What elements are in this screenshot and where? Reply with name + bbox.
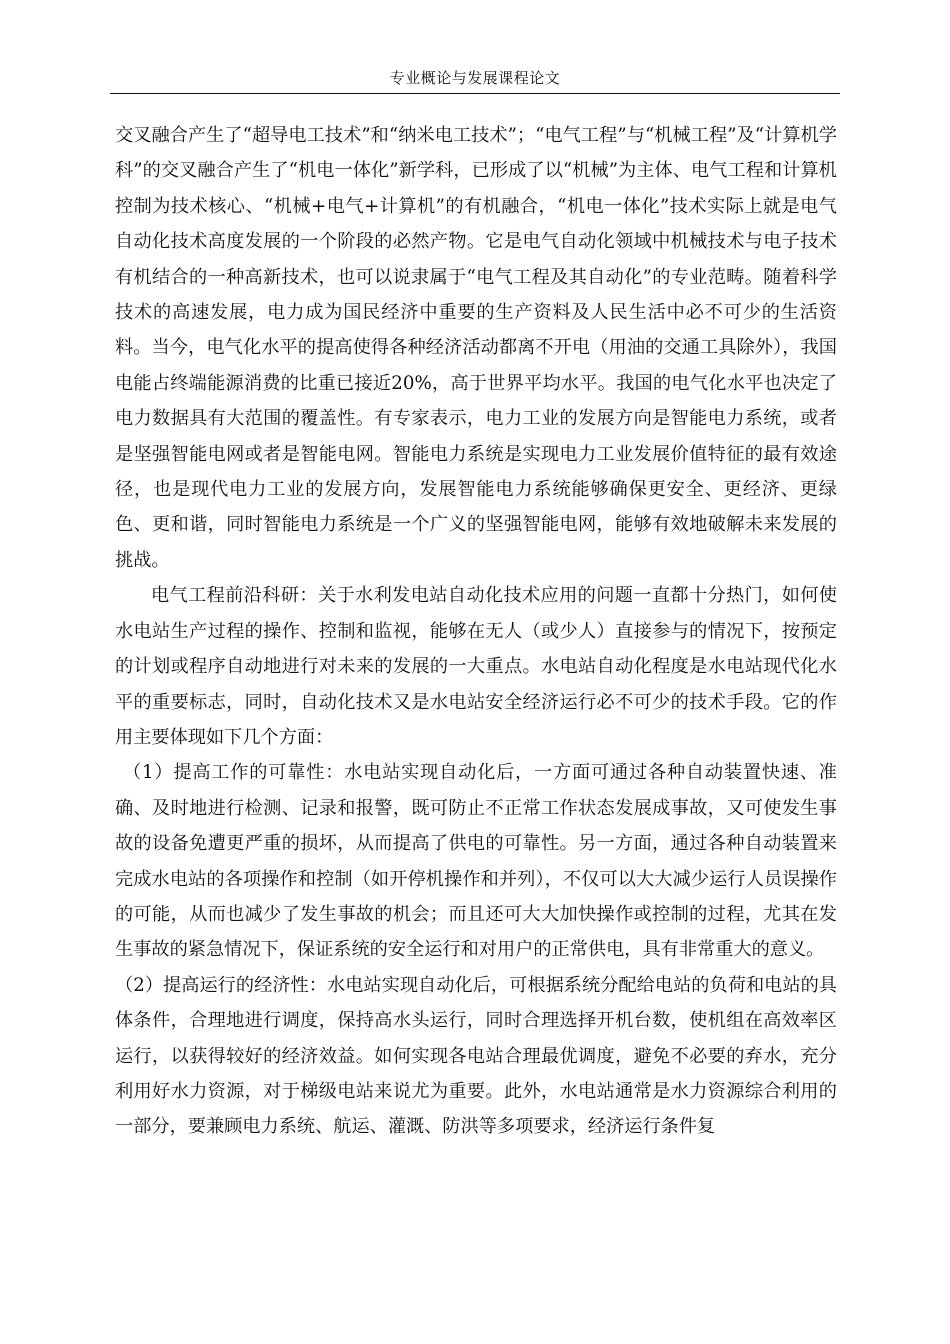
document-body — [115, 118, 837, 1145]
page-header-title: 专业概论与发展课程论文 — [389, 69, 561, 87]
paragraph-reliability: （1）提高工作的可靠性：水电站实现自动化后，一方面可通过各种自动装置快速、准确、及时地进行检测、记录和报警，既可防止不正常工作状态发展成事故，又可使发生事故的设备免遭更严重的损坏，从而提高了供电的可靠性。另一方面，通过各种自动装置来完成水电站的各项操作和控制（如开停机操作和并列），不仅可以大大减少运行人员误操作的可能，从而也减少了发生事故的机会；而且还可大大加快操作或控制的过程，尤其在发生事故的紧急情况下，保证系统的安全运行和对用户的正常供电，具有非常重大的意义。 — [115, 762, 837, 961]
paragraph-economy: （2）提高运行的经济性：水电站实现自动化后，可根据系统分配给电站的负荷和电站的具体条件，合理地进行调度，保持高水头运行，同时合理选择开机台数，使机组在高效率区运行，以获得较好的经济效益。如何实现各电站合理最优调度，避免不必要的弃水，充分利用好水力资源，对于梯级电站来说尤为重要。此外，水电站通常是水力资源综合利用的一部分，要兼顾电力系统、航运、灌溉、防洪等多项要求，经济运行条件复 — [115, 974, 837, 1138]
paragraph-intro: 交叉融合产生了“超导电工技术”和“纳米电工技术”；“电气工程”与“机械工程”及“计算机学科”的交叉融合产生了“机电一体化”新学科，已形成了以“机械”为主体、电气工程和计算机控制为技术核心、“机械+电气+计算机”的有机融合，“机电一体化”技术实际上就是电气自动化技术高度发展的一个阶段的必然产物。它是电气自动化领域中机械技术与电子技术有机结合的一种高新技术，也可以说隶属于“电气工程及其自动化”的专业范畴。随着科学技术的高速发展，电力成为国民经济中重要的生产资料及人民生活中必不可少的生活资料。当今，电气化水平的提高使得各种经济活动都离不开电（用油的交通工具除外），我国电能占终端能源消费的比重已接近20%，高于世界平均水平。我国的电气化水平也决定了电力数据具有大范围的覆盖性。有专家表示，电力工业的发展方向是智能电力系统，或者是坚强智能电网或者是智能电网。智能电力系统是实现电力工业发展价值特征的最有效途径，也是现代电力工业的发展方向，发展智能电力系统能够确保更安全、更经济、更绿色、更和谐，同时智能电力系统是一个广义的坚强智能电网，能够有效地破解未来发展的挑战。 — [115, 125, 837, 571]
paragraph-research: 电气工程前沿科研：关于水利发电站自动化技术应用的问题一直都十分热门，如何使水电站生产过程的操作、控制和监视，能够在无人（或少人）直接参与的情况下，按预定的计划或程序自动地进行对未来的发展的一大重点。水电站自动化程度是水电站现代化水平的重要标志，同时，自动化技术又是水电站安全经济运行必不可少的技术手段。它的作用主要体现如下几个方面： — [115, 585, 837, 748]
header-divider — [110, 93, 840, 94]
